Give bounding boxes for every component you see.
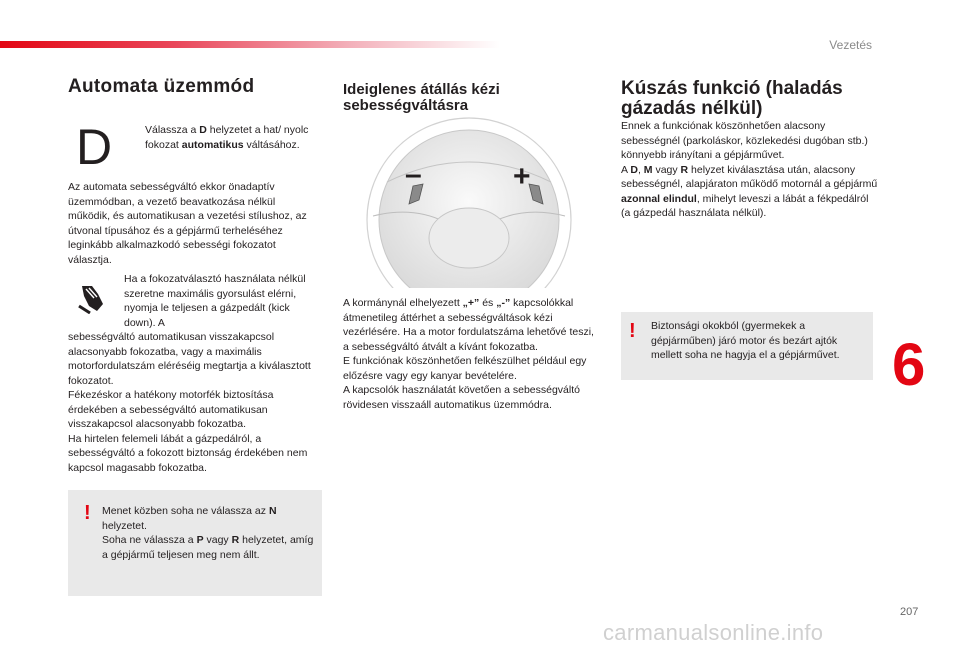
neutral-warning-text: Menet közben soha ne válassza az N helyzetet. Soha ne válassza a P vagy R helyzetet, amíg a gépjármű teljesen meg nem állt. — [102, 505, 314, 561]
neutral-warning-box — [68, 490, 322, 596]
downshift-paragraphs: sebességváltó automatikusan visszakapcsol alacsonyabb fokozatba, vagy a maximális motorfordulatszám eléréséig megtartja a kiválasztott fokozatot. Fékezéskor a hatékony motorfék biztosítása érdekében a sebességváltó automatikusan visszakapcsol alacsonyabb fokozatba. Ha hirtelen felemeli lábát a gázpedálról, a sebességváltó a fokozott biztonság érdekében nem kapcsol magasabb fokozatba. — [68, 331, 311, 474]
kickdown-paragraph: Ha a fokozatválasztó használata nélkül szeretne maximális gyorsulást elérni, nyomja le teljesen a gázpedált (kick down). A — [124, 273, 306, 329]
manual-shift-paragraphs: A kormánynál elhelyezett „+” és „-” kapcsolókkal átmenetileg áttérhet a sebességváltások kézi vezérlésére. Ha a motor fordulatszáma lehetővé teszi, a sebességváltó átvált a kívánt fokozatba. E funkciónak köszönhetően felkészülhet például egy előzésre vagy egy kanyar bevételére. A kapcsolók használatát követően a sebességváltó rövidesen visszaáll automatikus üzemmódra. — [343, 297, 594, 411]
warning-icon: ! — [84, 502, 91, 524]
section-title: Vezetés — [829, 38, 872, 52]
gear-d-symbol: D — [76, 119, 113, 175]
select-d-instruction: Válassza a D helyzetet a hat/ nyolc fokozat automatikus váltásához. — [145, 124, 309, 151]
page-number: 207 — [900, 606, 919, 618]
header-accent-bar — [0, 41, 500, 48]
child-safety-warning-text: Biztonsági okokból (gyermekek a gépjárműben) járó motor és bezárt ajtók mellett soha ne hagyja el a gépjárművet. — [651, 320, 840, 361]
minus-paddle-label: – — [405, 158, 422, 191]
creep-function-paragraphs: Ennek a funkciónak köszönhetően alacsony sebességnél (parkoláskor, közlekedési dugóban stb.) könnyebb irányítani a gépjárművet. A D, M vagy R helyzet kiválasztása után, alacsony sebességnél, alapjáraton működő motornál a gépjármű azonnal elindul, mihelyt leveszi a lábát a fékpedálról (a gázpedál használata nélkül). — [621, 120, 878, 219]
creep-function-title: Kúszás funkció (haladás gázadás nélkül) — [621, 78, 843, 119]
child-safety-warning-box — [621, 312, 873, 380]
plus-paddle-label: + — [513, 160, 531, 193]
foot-pedal-icon — [76, 282, 106, 314]
chapter-number: 6 — [892, 331, 926, 398]
manual-shift-title: Ideiglenes átállás kézi sebességváltásra — [343, 81, 500, 114]
automatic-mode-title: Automata üzemmód — [68, 76, 255, 97]
warning-icon: ! — [629, 320, 636, 342]
steering-wheel-illustration — [343, 112, 601, 288]
adaptive-mode-paragraph: Az automata sebességváltó ekkor önadaptív üzemmódban, a vezető beavatkozása nélkül működik, és automatikusan a vezetési stílushoz, az útvonal típusához és a gépjármű terheléséhez leginkább alkalmazkodó sebességi fokozatot választja. — [68, 181, 307, 266]
watermark: carmanualsonline.info — [603, 620, 824, 645]
